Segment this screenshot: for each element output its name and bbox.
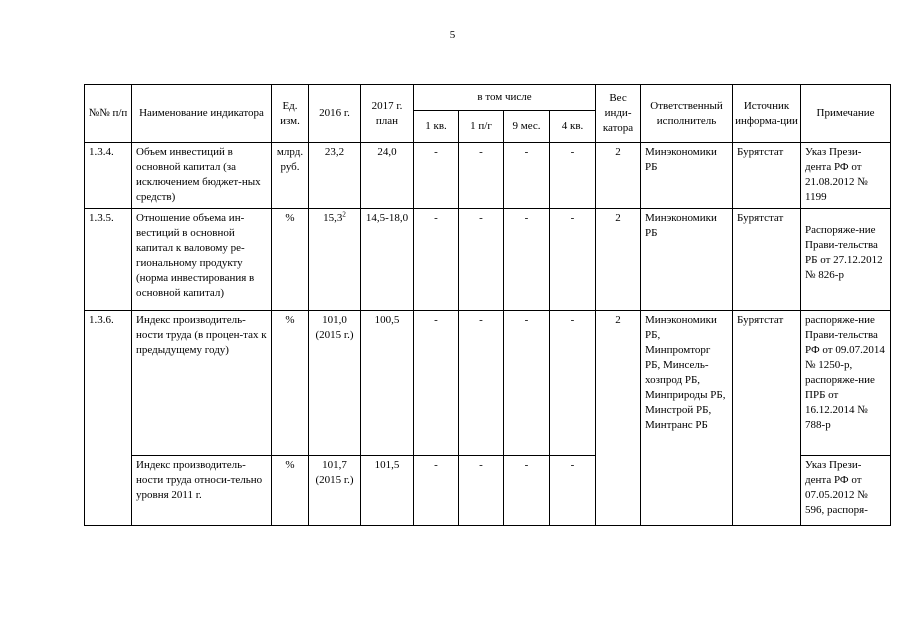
row-num: 1.3.6. <box>85 311 132 526</box>
table-row <box>85 311 891 456</box>
row-h1: - <box>459 456 504 526</box>
header-2017: 2017 г. план <box>361 85 414 143</box>
row-unit: % <box>272 209 309 311</box>
row-executor: Минэкономики РБ, Минпромторг РБ, Минсель-хозпрод РБ, Минприроды РБ, Минстрой РБ, Минтранс РБ <box>641 311 733 526</box>
row-2016 <box>309 209 361 311</box>
row-2017: 24,0 <box>361 143 414 209</box>
row-2017: 100,5 <box>361 311 414 456</box>
row-h1: - <box>459 311 504 456</box>
header-row-1 <box>85 85 891 111</box>
row-unit: млрд. руб. <box>272 143 309 209</box>
row-9m: - <box>504 311 550 456</box>
row-9m: - <box>504 456 550 526</box>
row-2017: 101,5 <box>361 456 414 526</box>
row-name: Индекс производитель-ности труда (в процен-тах к предыдущему году) <box>132 311 272 456</box>
row-source: Бурятстат <box>733 209 801 311</box>
table-row <box>85 209 891 311</box>
row-9m: - <box>504 209 550 311</box>
header-name: Наименование индикатора <box>132 85 272 143</box>
row-2016: 101,7 (2015 г.) <box>309 456 361 526</box>
header-note: Примечание <box>801 85 891 143</box>
row-q1: - <box>414 209 459 311</box>
row-weight: 2 <box>596 209 641 311</box>
row-name: Отношение объема ин-вестиций в основной капитал к валовому ре-гиональному продукту (норма инвестирования в основной капитал) <box>132 209 272 311</box>
header-including: в том числе <box>414 85 596 111</box>
row-h1: - <box>459 209 504 311</box>
header-q1: 1 кв. <box>414 111 459 143</box>
row-9m: - <box>504 143 550 209</box>
header-h1: 1 п/г <box>459 111 504 143</box>
row-q1: - <box>414 456 459 526</box>
header-executor: Ответственный исполнитель <box>641 85 733 143</box>
row-2016: 23,2 <box>309 143 361 209</box>
row-executor: Минэкономики РБ <box>641 143 733 209</box>
row-h1: - <box>459 143 504 209</box>
row-note: Указ Прези-дента РФ от 07.05.2012 № 596, распоря- <box>801 456 891 526</box>
row-name: Индекс производитель-ности труда относи-тельно уровня 2011 г. <box>132 456 272 526</box>
table-row <box>85 143 891 209</box>
header-9m: 9 мес. <box>504 111 550 143</box>
row-unit: % <box>272 456 309 526</box>
row-source: Бурятстат <box>733 311 801 526</box>
row-q4: - <box>550 311 596 456</box>
row-executor: Минэкономики РБ <box>641 209 733 311</box>
header-weight: Вес инди-катора <box>596 85 641 143</box>
header-source: Источник информа-ции <box>733 85 801 143</box>
page-number: 5 <box>449 29 456 41</box>
row-q4: - <box>550 143 596 209</box>
row-source: Бурятстат <box>733 143 801 209</box>
row-note: распоряже-ние Прави-тельства РФ от 09.07.2014 № 1250-р, распоряже-ние ПРБ от 16.12.2014 № 788-р <box>801 311 891 456</box>
row-2016: 101,0 (2015 г.) <box>309 311 361 456</box>
row-note: Распоряже-ние Прави-тельства РБ от 27.12.2012 № 826-р <box>801 209 891 311</box>
header-2016: 2016 г. <box>309 85 361 143</box>
header-num: №№ п/п <box>85 85 132 143</box>
row-note: Указ Прези-дента РФ от 21.08.2012 № 1199 <box>801 143 891 209</box>
row-num: 1.3.5. <box>85 209 132 311</box>
row-2016-value: 15,3 <box>323 212 343 224</box>
row-q4: - <box>550 456 596 526</box>
footnote-marker: 2 <box>342 210 346 219</box>
row-num: 1.3.4. <box>85 143 132 209</box>
indicators-table <box>84 84 891 526</box>
row-2017: 14,5-18,0 <box>361 209 414 311</box>
header-q4: 4 кв. <box>550 111 596 143</box>
row-weight: 2 <box>596 143 641 209</box>
row-unit: % <box>272 311 309 456</box>
row-weight: 2 <box>596 311 641 526</box>
row-name: Объем инвестиций в основной капитал (за исключением бюджет-ных средств) <box>132 143 272 209</box>
row-q4: - <box>550 209 596 311</box>
header-unit: Ед. изм. <box>272 85 309 143</box>
row-q1: - <box>414 311 459 456</box>
row-q1: - <box>414 143 459 209</box>
